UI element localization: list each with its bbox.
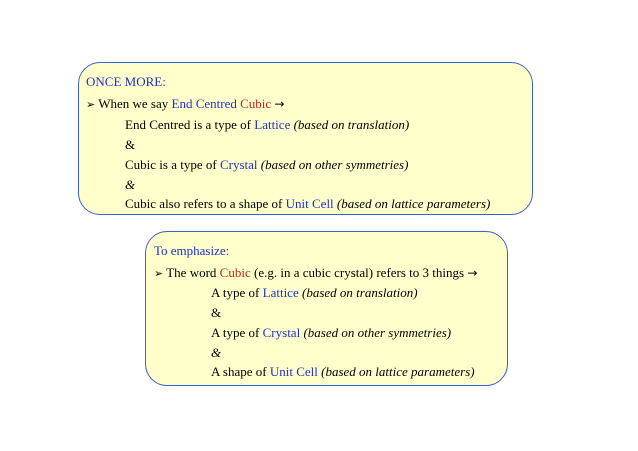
term-end-centred: End Centred: [171, 96, 237, 111]
emphasize-heading: To emphasize:: [154, 243, 230, 258]
term-unit-cell: Unit Cell: [285, 196, 334, 211]
once-more-heading: ONCE MORE:: [86, 74, 166, 89]
line-unit-cell: [125, 196, 490, 211]
term-cubic: Cubic: [240, 96, 272, 111]
line-note: (based on lattice parameters): [321, 364, 475, 379]
line-lattice: [125, 117, 409, 132]
right-arrow-icon: →: [467, 266, 478, 280]
ampersand: &: [211, 345, 222, 360]
once-more-bullet-line: [86, 96, 284, 112]
line-note: (based on translation): [301, 285, 418, 300]
term-crystal: Crystal: [219, 157, 258, 172]
term-crystal: Crystal: [262, 325, 301, 340]
ampersand: &: [125, 177, 136, 192]
term-lattice: Lattice: [254, 117, 291, 132]
ampersand: &: [125, 137, 136, 152]
line-note: (based on other symmetries): [260, 157, 409, 172]
emphasize-bullet-line: [154, 265, 477, 281]
line-prefix: Cubic also refers to a shape of: [125, 196, 286, 211]
bullet-prefix: The word: [166, 265, 220, 280]
bullet-prefix: When we say: [98, 96, 172, 111]
ampersand: &: [211, 305, 222, 320]
arrow-bullet-icon: ➢: [86, 98, 96, 111]
arrow-bullet-icon: ➢: [154, 267, 164, 280]
line-note: (based on lattice parameters): [336, 196, 491, 211]
term-cubic: Cubic: [219, 265, 251, 280]
line-unit-cell: [211, 364, 475, 379]
bullet-rest: (e.g. in a cubic crystal) refers to 3 things: [253, 265, 465, 280]
line-note: (based on other symmetries): [303, 325, 452, 340]
line-note: (based on translation): [293, 117, 410, 132]
line-prefix: Cubic is a type of: [125, 157, 220, 172]
right-arrow-icon: →: [274, 97, 285, 111]
line-lattice: [211, 285, 418, 300]
line-crystal: [125, 157, 408, 172]
line-prefix: A type of: [211, 325, 263, 340]
line-prefix: A shape of: [211, 364, 270, 379]
line-prefix: End Centred is a type of: [125, 117, 255, 132]
term-lattice: Lattice: [262, 285, 299, 300]
line-crystal: [211, 325, 451, 340]
term-unit-cell: Unit Cell: [269, 364, 318, 379]
line-prefix: A type of: [211, 285, 263, 300]
